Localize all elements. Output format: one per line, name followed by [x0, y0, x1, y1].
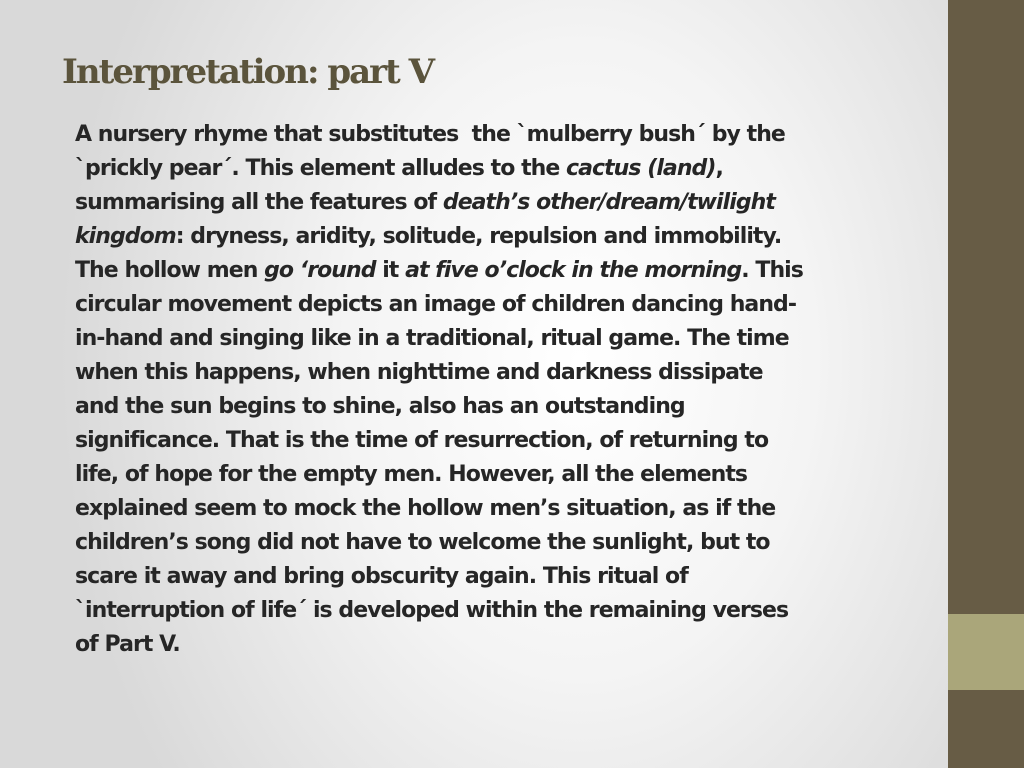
text-segment: The hollow men — [75, 258, 265, 283]
text-segment: `interruption of life´ is developed within the remaining verses — [75, 598, 789, 623]
italic-text: death’s other/dream/twilight — [442, 190, 775, 215]
paragraph-line — [75, 390, 910, 424]
text-segment: circular movement depicts an image of children dancing hand- — [75, 292, 797, 317]
text-segment: scare it away and bring obscurity again. This ritual of — [75, 564, 688, 589]
text-segment: significance. That is the time of resurrection, of returning to — [75, 428, 769, 453]
italic-text: go ‘round — [264, 258, 376, 283]
paragraph-line — [75, 220, 910, 254]
paragraph-line — [75, 526, 910, 560]
paragraph-line — [75, 322, 910, 356]
text-segment: of Part V. — [75, 632, 180, 657]
paragraph-line — [75, 560, 910, 594]
text-segment: and the sun begins to shine, also has an outstanding — [75, 394, 685, 419]
text-segment: `prickly pear´. This element alludes to the — [75, 156, 567, 181]
text-segment: when this happens, when nighttime and darkness dissipate — [75, 360, 763, 385]
text-segment: explained seem to mock the hollow men’s situation, as if the — [75, 496, 776, 521]
italic-text: kingdom — [75, 224, 176, 249]
text-segment: A nursery rhyme that substitutes the `mulberry bush´ by the — [75, 122, 785, 147]
italic-text: at five o’clock in the morning — [405, 258, 742, 283]
paragraph-line — [75, 424, 910, 458]
paragraph-line — [75, 492, 910, 526]
paragraph-line — [75, 186, 910, 220]
paragraph-line — [75, 594, 910, 628]
paragraph-line — [75, 458, 910, 492]
paragraph-line — [75, 254, 910, 288]
text-segment: life, of hope for the empty men. However, all the elements — [75, 462, 748, 487]
text-segment: , — [715, 156, 723, 181]
paragraph-line — [75, 288, 910, 322]
paragraph-line — [75, 118, 910, 152]
text-segment: : dryness, aridity, solitude, repulsion and immobility. — [175, 224, 782, 249]
body-paragraph — [75, 118, 910, 662]
text-segment: in-hand and singing like in a traditional, ritual game. The time — [75, 326, 789, 351]
text-segment: . This — [741, 258, 803, 283]
text-segment: summarising all the features of — [75, 190, 443, 215]
paragraph-line — [75, 152, 910, 186]
text-segment: it — [375, 258, 406, 283]
sidebar-accent-block — [948, 614, 1024, 690]
italic-text: cactus (land) — [566, 156, 716, 181]
paragraph-line — [75, 356, 910, 390]
paragraph-line — [75, 628, 910, 662]
slide-title: Interpretation: part V — [62, 52, 433, 92]
text-segment: children’s song did not have to welcome the sunlight, but to — [75, 530, 770, 555]
